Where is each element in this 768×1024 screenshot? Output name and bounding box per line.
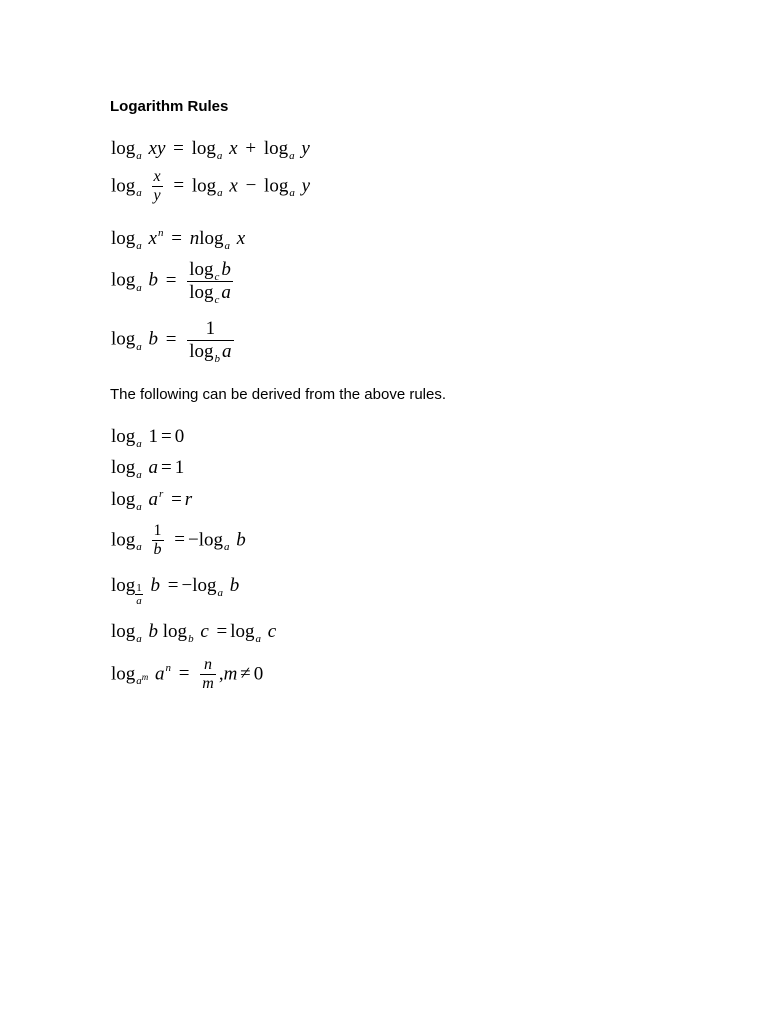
log-base: a [136, 501, 142, 513]
fraction-numerator: n [200, 656, 216, 675]
comma: , [218, 663, 224, 685]
log-arg: c [200, 621, 209, 642]
rule-product [111, 138, 310, 162]
log-base: a [136, 541, 142, 554]
log-base: a [136, 187, 142, 200]
log-arg: b [150, 575, 161, 596]
fraction-numerator [187, 259, 233, 282]
derived-log-base [111, 457, 185, 481]
log-arg: b [221, 259, 231, 280]
log-arg: x [229, 175, 238, 197]
equals-sign: = [161, 457, 172, 478]
log-arg: y [301, 138, 310, 159]
log-base-exponent: m [141, 672, 149, 683]
log-fn: log [230, 621, 255, 642]
coefficient: n [189, 228, 200, 249]
equals-sign: = [171, 228, 182, 249]
fraction [187, 318, 233, 363]
derived-log-reciprocal-base [111, 575, 240, 608]
log-fn: log [191, 175, 217, 197]
fraction-denominator [187, 282, 233, 304]
base-fraction [135, 582, 143, 607]
log-arg: a [222, 340, 232, 362]
log-fn: log [111, 663, 136, 685]
log-arg: x [236, 228, 246, 249]
log-base: a [216, 150, 223, 162]
log-fn: log [111, 575, 136, 596]
log-arg: x [148, 228, 157, 249]
log-arg: a [148, 457, 159, 478]
log-fn: log [111, 269, 136, 291]
rule-change-of-base [111, 259, 236, 304]
equals-sign: = [174, 529, 185, 551]
derived-log-inverse [111, 522, 246, 560]
log-base: a [136, 340, 142, 353]
fraction-denominator: m [202, 675, 214, 693]
exponent: r [159, 488, 164, 500]
log-fn: log [111, 228, 136, 249]
equals-sign: = [216, 621, 228, 642]
log-base: c [214, 293, 220, 306]
log-base: a [217, 187, 223, 200]
log-base: a [255, 633, 261, 645]
rule-quotient [111, 168, 310, 206]
log-base: a [289, 187, 295, 200]
log-fn: log [189, 259, 214, 280]
log-arg: b [148, 621, 159, 642]
result: 1 [174, 457, 185, 478]
log-arg: y [301, 175, 311, 197]
log-fn: log [192, 575, 217, 596]
log-fn: log [199, 228, 224, 249]
negative-sign: − [188, 529, 199, 551]
log-fn: log [111, 489, 136, 510]
log-fn: log [189, 281, 214, 303]
fraction-numerator: 1 [152, 522, 164, 541]
fraction [200, 656, 216, 694]
fraction [152, 522, 164, 560]
derived-log-power-base [111, 656, 263, 694]
log-base: b [214, 352, 221, 365]
log-base: a [136, 469, 142, 481]
fraction-denominator: b [153, 541, 162, 559]
log-base: b [188, 633, 194, 645]
not-equal-sign: ≠ [240, 663, 251, 685]
condition-value: 0 [253, 663, 264, 685]
fraction [152, 168, 163, 206]
log-fn: log [111, 426, 136, 447]
log-fn: log [264, 175, 289, 197]
log-base: a [217, 587, 223, 599]
page-title: Logarithm Rules [110, 98, 229, 115]
log-arg: b [229, 575, 240, 596]
intro-paragraph: The following can be derived from the above rules. [110, 386, 447, 403]
equals-sign: = [171, 489, 182, 510]
log-base: a [136, 633, 142, 645]
log-fn: log [111, 621, 136, 642]
log-arg: b [148, 269, 159, 291]
log-base: a [136, 150, 142, 162]
log-base: c [214, 271, 220, 283]
log-arg: a [148, 489, 159, 510]
exponent: n [157, 227, 164, 239]
log-base: a [289, 150, 295, 162]
log-base: a [224, 240, 230, 252]
negative-sign: − [181, 575, 193, 596]
fraction-numerator: x [152, 168, 163, 187]
equals-sign: = [165, 269, 177, 291]
log-arg: a [221, 281, 231, 303]
log-base-letter: a [136, 675, 142, 688]
log-fn: log [111, 457, 136, 478]
fraction [187, 259, 233, 304]
equals-sign: = [161, 426, 172, 447]
base-fraction-denominator: a [136, 595, 142, 608]
log-arg: x [229, 138, 238, 159]
derived-log-one [111, 426, 185, 450]
base-fraction-numerator: 1 [136, 582, 142, 594]
log-fn: log [198, 529, 223, 551]
derived-log-chain [111, 621, 277, 645]
equals-sign: = [173, 175, 185, 197]
derived-log-power [111, 488, 193, 513]
log-fn: log [111, 175, 136, 197]
fraction-denominator: y [153, 187, 161, 205]
log-base: a [136, 240, 142, 252]
exponent: n [165, 662, 172, 675]
plus-sign: + [245, 138, 257, 159]
log-arg: b [148, 328, 159, 350]
log-arg: 1 [148, 426, 159, 447]
equals-sign: = [167, 575, 179, 596]
log-fn: log [111, 138, 136, 159]
log-fn: log [189, 340, 214, 362]
log-base [136, 672, 149, 688]
fraction-denominator [187, 341, 233, 363]
log-fn: log [111, 529, 136, 551]
result: 0 [174, 426, 185, 447]
minus-sign: − [245, 175, 257, 197]
condition-variable: m [223, 663, 238, 685]
rule-power [111, 227, 246, 252]
log-base: a [224, 541, 230, 554]
equals-sign: = [173, 138, 184, 159]
log-fn: log [111, 328, 136, 350]
log-arg: xy [148, 138, 166, 159]
fraction-numerator: 1 [187, 318, 233, 341]
log-arg: b [236, 529, 246, 551]
result: r [184, 489, 193, 510]
rule-reciprocal [111, 318, 237, 363]
log-base: a [136, 438, 142, 450]
log-arg: a [155, 663, 165, 685]
log-fn: log [263, 138, 289, 159]
log-fn: log [191, 138, 216, 159]
log-fn: log [162, 621, 188, 642]
equals-sign: = [178, 663, 190, 685]
log-arg: c [267, 621, 277, 642]
log-base: a [136, 281, 142, 294]
equals-sign: = [165, 328, 177, 350]
